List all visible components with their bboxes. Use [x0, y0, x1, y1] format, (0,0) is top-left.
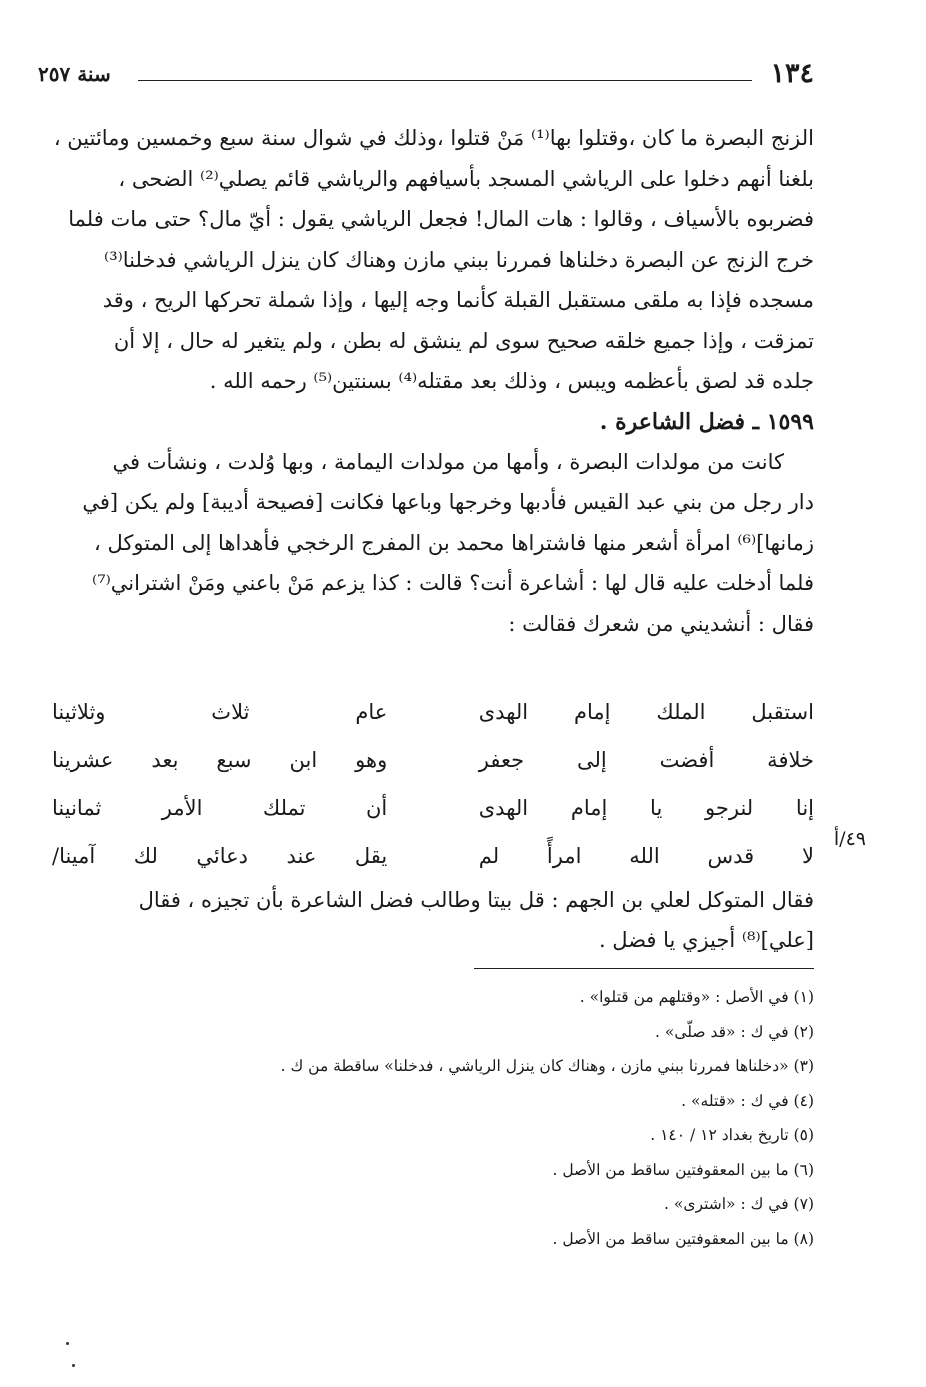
text-line: جلده قد لصق بأعظمه ويبس ، وذلك بعد مقتله⁽⁴⁾ بسنتين⁽⁵⁾ رحمه الله .	[209, 369, 814, 393]
footnote: (٥) تاريخ بغداد ١٢ / ١٤٠ .	[650, 1126, 814, 1144]
footnote: (١) في الأصل : «وقتلهم من قتلوا» .	[579, 988, 814, 1006]
running-header-year: سنة ٢٥٧	[38, 62, 111, 86]
poem	[52, 688, 814, 880]
text-line: الزنج البصرة ما كان ،وقتلوا بها⁽¹⁾ مَنْ قتلوا ،وذلك في شوال سنة سبع وخمسين ومائتين ،	[53, 126, 814, 150]
text-line: بلغنا أنهم دخلوا على الرياشي المسجد بأسيافهم والرياشي قائم يصلي⁽²⁾ الضحى ،	[118, 166, 814, 191]
text-line: مسجده فإذا به ملقى مستقبل القبلة كأنما وجه إليها ، وإذا شملة تحركها الريح ، وقد	[102, 288, 814, 312]
text-line: فلما أدخلت عليه قال لها : أشاعرة أنت؟ قالت : كذا يزعم مَنْ باعني ومَنْ اشتراني⁽⁷⁾	[92, 571, 814, 595]
verse-second-hemistich: وهو ابن سبع بعد عشرينا	[52, 748, 388, 772]
text-line: تمزقت ، وإذا جميع خلقه صحيح سوى لم ينشق له بطن ، ولم يتغير له حال ، إلا أن	[113, 328, 814, 353]
verse-first-hemistich: إنا لنرجو يا إمام الهدى	[478, 796, 814, 820]
header-rule	[138, 80, 752, 81]
text-line: فضربوه بالأسياف ، وقالوا : هات المال! فجعل الرياشي يقول : أيّ مال؟ حتى مات فلما	[68, 207, 814, 231]
text-line: خرج الزنج عن البصرة دخلناها فمررنا ببني مازن وهناك كان ينزل الرياشي فدخلنا⁽³⁾	[104, 247, 814, 272]
footnote: (٧) في ك : «اشترى» .	[664, 1195, 814, 1213]
verse-second-hemistich: عام ثلاث وثلاثينا	[52, 700, 388, 724]
verse-first-hemistich: لا قدس الله امرأً لم	[478, 844, 814, 868]
text-line: [علي]⁽⁸⁾ أجيزي يا فضل .	[598, 928, 814, 952]
verse-first-hemistich: استقبل الملك إمام الهدى	[478, 700, 814, 724]
text-line: كانت من مولدات البصرة ، وأمها من مولدات اليمامة ، وبها وُلدت ، ونشأت في	[112, 449, 784, 474]
page-number: ١٣٤	[770, 58, 814, 89]
verse-first-hemistich: خلافة أفضت إلى جعفر	[478, 748, 814, 772]
text-line: زمانها]⁽⁶⁾ امرأة أشعر منها فاشتراها محمد بن المفرج الرخجي فأهداها إلى المتوكل ،	[94, 530, 814, 555]
verse-second-hemistich: يقل عند دعائي لك آمينا/	[52, 844, 388, 868]
footnote: (٦) ما بين المعقوفتين ساقط من الأصل .	[552, 1160, 814, 1179]
main-text	[50, 118, 814, 644]
footnotes	[60, 980, 814, 1256]
poem-verse	[52, 736, 814, 784]
footnote-rule	[474, 968, 814, 969]
text-line: دار رجل من بني عبد القيس فأدبها وخرجها وباعها فكانت [فصيحة أديبة] ولم يكن [في	[82, 490, 814, 514]
footnote: (٤) في ك : «قتله» .	[681, 1091, 814, 1110]
manuscript-folio-note: ٤٩/أ	[833, 828, 866, 850]
footnote: (٣) «دخلناها فمررنا ببني مازن ، وهناك كان ينزل الرياشي ، فدخلنا» ساقطة من ك .	[280, 1057, 814, 1075]
entry-heading: ١٥٩٩ ـ فضل الشاعرة .	[599, 408, 814, 435]
text-line: فقال المتوكل لعلي بن الجهم : قل بيتا وطالب فضل الشاعرة بأن تجيزه ، فقال	[138, 888, 814, 912]
text-line: فقال : أنشديني من شعرك فقالت :	[508, 611, 814, 636]
page-header	[38, 56, 814, 96]
footnote: (٢) في ك : «قد صلّى» .	[655, 1022, 814, 1041]
poem-verse	[52, 784, 814, 832]
poem-verse	[52, 832, 814, 880]
footnote: (٨) ما بين المعقوفتين ساقط من الأصل .	[552, 1229, 814, 1248]
scan-speck	[66, 1342, 69, 1345]
verse-second-hemistich: أن تملك الأمر ثمانينا	[52, 796, 388, 820]
poem-verse	[52, 688, 814, 736]
closing-text	[50, 880, 814, 960]
scan-speck	[72, 1364, 75, 1367]
